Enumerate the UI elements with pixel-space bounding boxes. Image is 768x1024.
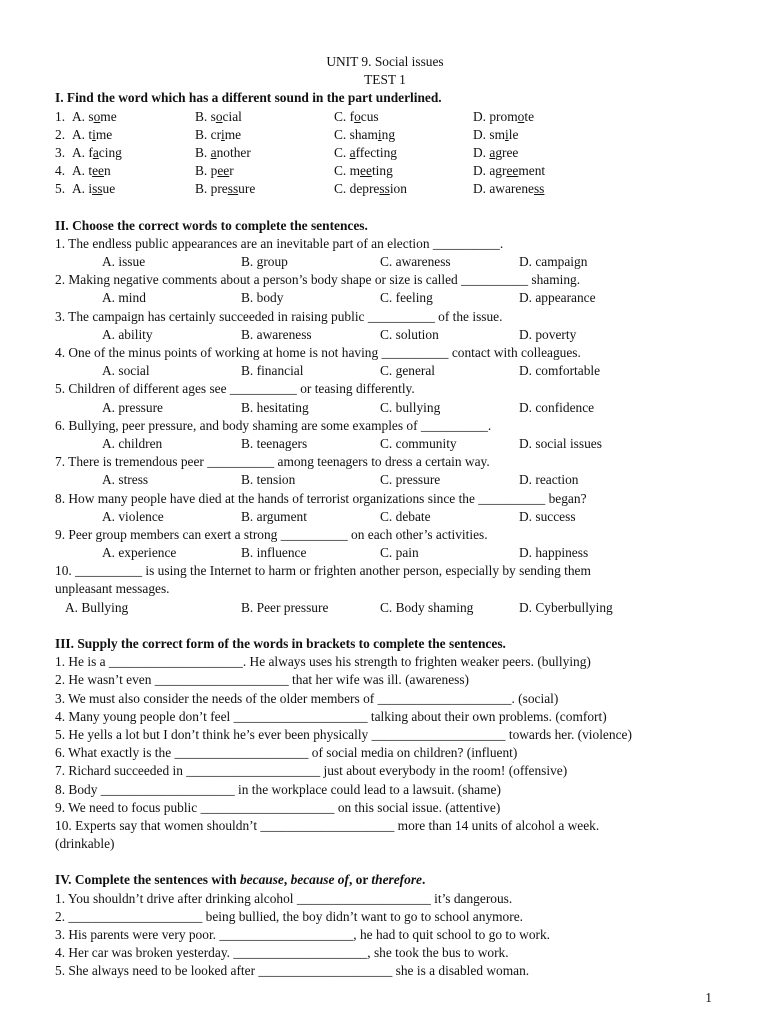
question-1: 1. The endless public appearances are an inevitable part of an election __________.	[55, 235, 504, 251]
option-b: B. argument	[241, 508, 307, 524]
option-c: C. general	[380, 363, 436, 379]
option-d: D. campaign	[519, 254, 588, 270]
option-c	[334, 180, 407, 198]
option-d: D. comfortable	[519, 363, 601, 379]
word-part: cial	[222, 108, 242, 124]
options-row	[55, 289, 715, 307]
row-number: 4.	[55, 163, 66, 179]
option-c	[334, 162, 393, 180]
word-part: C.	[334, 144, 350, 160]
option-a	[72, 162, 111, 180]
option-a: A. pressure	[102, 399, 163, 415]
conjunction-sentence: 4. Her car was broken yesterday. ____________________, she took the bus to work.	[55, 945, 509, 961]
word-form-sentence: 5. He yells a lot but I don’t think he’s ever been physically ____________________ towards her. (violence)	[55, 726, 632, 742]
question-10-line-2: unpleasant messages.	[55, 581, 170, 597]
word-part: me	[224, 126, 242, 142]
option-a: A. violence	[102, 508, 164, 524]
pronunciation-row	[55, 126, 715, 144]
word-part: te	[524, 108, 535, 124]
word-part: B. pre	[195, 181, 228, 197]
word-part: ion	[389, 181, 407, 197]
row-number: 2.	[55, 126, 66, 142]
question-5: 5. Children of different ages see __________ or teasing differently.	[55, 381, 415, 397]
pronunciation-row	[55, 108, 715, 126]
option-c: C. Body shaming	[380, 599, 474, 615]
section-2-items	[55, 235, 715, 562]
word-part: me	[100, 108, 117, 124]
underlined-part: i	[377, 126, 382, 142]
pronunciation-row	[55, 180, 715, 198]
option-b: B. awareness	[241, 326, 312, 342]
word-part: gree	[495, 144, 519, 160]
underlined-part: a	[349, 144, 356, 160]
option-a	[72, 108, 117, 126]
option-a: A. mind	[102, 290, 146, 306]
word-part: ure	[238, 181, 256, 197]
options-row	[55, 544, 715, 562]
word-form-sentence: 3. We must also consider the needs of the older members of ____________________. (social)	[55, 690, 559, 706]
conjunction-sentence: 3. His parents were very poor. ____________________, he had to quit school to go to work.	[55, 927, 551, 942]
question-8: 8. How many people have died at the hands of terrorist organizations since the __________ began?	[55, 490, 587, 506]
underlined-part: ee	[217, 163, 230, 179]
option-b: B. group	[241, 254, 288, 270]
word-part: D. sm	[473, 126, 505, 142]
word-part: n	[103, 163, 111, 179]
word-part: A. t	[72, 163, 93, 179]
word-part: C. m	[334, 163, 361, 179]
pronunciation-row	[55, 162, 715, 180]
underlined-part: ee	[92, 163, 104, 179]
option-d	[473, 108, 534, 126]
question-6: 6. Bullying, peer pressure, and body shaming are some examples of __________.	[55, 417, 492, 433]
option-a	[72, 144, 122, 162]
word-part: D. prom	[473, 108, 518, 124]
underlined-part: o	[93, 108, 101, 124]
question-3: 3. The campaign has certainly succeeded in raising public __________ of the issue.	[55, 308, 503, 324]
underlined-part: i	[505, 126, 509, 142]
section-2-title: II. Choose the correct words to complete the sentences.	[55, 217, 368, 233]
word-part: D. agr	[473, 163, 507, 179]
word-form-sentence: 8. Body ____________________ in the workplace could lead to a lawsuit. (shame)	[55, 781, 501, 797]
conjunction-sentence: 2. ____________________ being bullied, the boy didn’t want to go to school anymore.	[55, 908, 524, 924]
word-form-sentence: 6. What exactly is the ____________________ of social media on children? (influent)	[55, 745, 518, 761]
option-d	[473, 144, 518, 162]
option-d: D. success	[519, 508, 576, 524]
option-a: A. issue	[102, 254, 146, 270]
title-word-because-of: because of	[290, 872, 349, 888]
option-c: C. bullying	[380, 399, 441, 415]
underlined-part: o	[215, 108, 223, 124]
title-part: .	[422, 872, 426, 888]
underlined-part: ss	[92, 181, 103, 197]
option-c: C. solution	[380, 326, 439, 342]
word-part: le	[508, 126, 519, 142]
underlined-part: o	[517, 108, 525, 124]
option-a: A. social	[102, 363, 150, 379]
word-part: me	[95, 126, 113, 142]
word-part: C. f	[334, 108, 355, 124]
option-a	[72, 180, 115, 198]
word-part: nother	[216, 144, 251, 160]
option-c	[334, 108, 379, 126]
options-row	[55, 471, 715, 489]
word-part: B. cr	[195, 126, 222, 142]
underlined-part: ss	[227, 181, 239, 197]
option-b	[195, 108, 242, 126]
word-part: C. depre	[334, 181, 380, 197]
option-c	[334, 144, 397, 162]
title-part: ,	[283, 872, 291, 888]
underlined-part: ss	[533, 181, 545, 197]
option-b: B. tension	[241, 472, 296, 488]
option-c: C. debate	[380, 508, 431, 524]
conjunction-sentence: 5. She always need to be looked after ____________________ she is a disabled woman.	[55, 963, 530, 979]
options-row	[55, 435, 715, 453]
options-row	[55, 326, 715, 344]
word-part: D.	[473, 144, 490, 160]
option-a: A. children	[102, 435, 163, 451]
word-part: ng	[381, 126, 396, 142]
word-part: ue	[102, 181, 116, 197]
section-4-lines	[55, 890, 715, 981]
option-b: B. influence	[241, 545, 307, 561]
option-d: D. social issues	[519, 435, 602, 451]
word-part: cus	[360, 108, 379, 124]
word-part: B. s	[195, 108, 216, 124]
word-form-sentence: 9. We need to focus public ____________________ on this social issue. (attentive)	[55, 799, 501, 815]
word-part: A. i	[72, 181, 93, 197]
underlined-part: ss	[379, 181, 390, 197]
test-title: TEST 1	[364, 72, 406, 88]
option-d: D. happiness	[519, 545, 589, 561]
option-b	[195, 144, 251, 162]
word-part: A. s	[72, 108, 94, 124]
section-3-lines	[55, 653, 715, 853]
option-b	[195, 180, 255, 198]
row-number: 1.	[55, 108, 66, 124]
word-part: A. t	[72, 126, 93, 142]
section-1-title: I. Find the word which has a different sound in the part underlined.	[55, 90, 442, 106]
options-row	[55, 362, 715, 380]
option-d: D. reaction	[519, 472, 579, 488]
word-form-sentence: 10. Experts say that women shouldn’t ____________________ more than 14 units of alcohol a week.	[55, 817, 600, 833]
word-part: B. p	[195, 163, 218, 179]
row-number: 5.	[55, 181, 66, 197]
word-part: D. awarene	[473, 181, 534, 197]
option-a: A. ability	[102, 326, 153, 342]
word-part: A. f	[72, 144, 93, 160]
title-part: IV. Complete the sentences with	[55, 872, 240, 888]
option-b: B. teenagers	[241, 435, 308, 451]
option-d	[473, 126, 518, 144]
option-d: D. appearance	[519, 290, 596, 306]
option-a: A. Bullying	[65, 599, 129, 615]
option-b: B. body	[241, 290, 284, 306]
row-number: 3.	[55, 144, 66, 160]
word-part: ting	[371, 163, 393, 179]
title-part: , or	[348, 872, 372, 888]
word-form-sentence: 2. He wasn’t even ____________________ that her wife was ill. (awareness)	[55, 672, 470, 688]
underlined-part: i	[221, 126, 225, 142]
option-c: C. awareness	[380, 254, 451, 270]
option-d: D. confidence	[519, 399, 595, 415]
question-2: 2. Making negative comments about a person’s body shape or size is called __________ shaming.	[55, 272, 581, 288]
pronunciation-row	[55, 144, 715, 162]
question-9: 9. Peer group members can exert a strong __________ on each other’s activities.	[55, 526, 488, 542]
option-d: D. Cyberbullying	[519, 599, 613, 615]
section-4-title	[55, 871, 715, 889]
options-row	[55, 253, 715, 271]
option-d: D. poverty	[519, 326, 577, 342]
word-part: ment	[518, 163, 546, 179]
conjunction-sentence: 1. You shouldn’t drive after drinking alcohol ____________________ it’s dangerous.	[55, 890, 513, 906]
title-word-because: because	[239, 872, 284, 888]
option-c: C. feeling	[380, 290, 433, 306]
option-b	[195, 126, 241, 144]
option-d	[473, 180, 544, 198]
option-a: A. experience	[102, 545, 177, 561]
word-form-sentence: 1. He is a ____________________. He always uses his strength to frighten weaker peers. (bullying)	[55, 654, 591, 670]
option-b: B. hesitating	[241, 399, 309, 415]
option-b: B. Peer pressure	[241, 599, 329, 615]
option-c: C. pain	[380, 545, 419, 561]
word-part: C. sham	[334, 126, 378, 142]
option-b: B. financial	[241, 363, 304, 379]
page-number: 1	[705, 990, 712, 1005]
underlined-part: a	[489, 144, 496, 160]
option-a: A. stress	[102, 472, 149, 488]
option-a	[72, 126, 112, 144]
unit-title: UNIT 9. Social issues	[326, 54, 444, 69]
option-c: C. community	[380, 435, 457, 451]
word-part: cing	[98, 144, 122, 160]
underlined-part: a	[92, 144, 99, 160]
word-form-sentence: 4. Many young people don’t feel ____________________ talking about their own problems. (comfort)	[55, 708, 607, 724]
options-row	[55, 399, 715, 417]
section-3-title: III. Supply the correct form of the words in brackets to complete the sentences.	[55, 636, 506, 651]
word-form-sentence: 7. Richard succeeded in ____________________ just about everybody in the room! (offensive)	[55, 763, 568, 779]
option-b	[195, 162, 234, 180]
title-word-therefore: therefore	[371, 872, 422, 888]
question-10-line-1: 10. __________ is using the Internet to harm or frighten another person, especially by sending them	[55, 563, 591, 579]
underlined-part: ee	[360, 163, 372, 179]
worksheet-page	[55, 53, 715, 981]
underlined-part: ee	[506, 163, 519, 179]
option-c	[334, 126, 395, 144]
word-part: B.	[195, 144, 211, 160]
word-part: ffecting	[355, 144, 397, 160]
options-row	[55, 508, 715, 526]
question-4: 4. One of the minus points of working at home is not having __________ contact with colleagues.	[55, 345, 581, 360]
question-7: 7. There is tremendous peer __________ among teenagers to dress a certain way.	[55, 454, 490, 470]
question-10-options	[55, 599, 715, 617]
underlined-part: i	[92, 126, 96, 142]
underlined-part: a	[210, 144, 217, 160]
word-part: r	[229, 163, 234, 179]
word-form-sentence: (drinkable)	[55, 836, 115, 852]
underlined-part: o	[354, 108, 361, 124]
section-1-rows	[55, 108, 715, 199]
option-d	[473, 162, 545, 180]
option-c: C. pressure	[380, 472, 441, 488]
